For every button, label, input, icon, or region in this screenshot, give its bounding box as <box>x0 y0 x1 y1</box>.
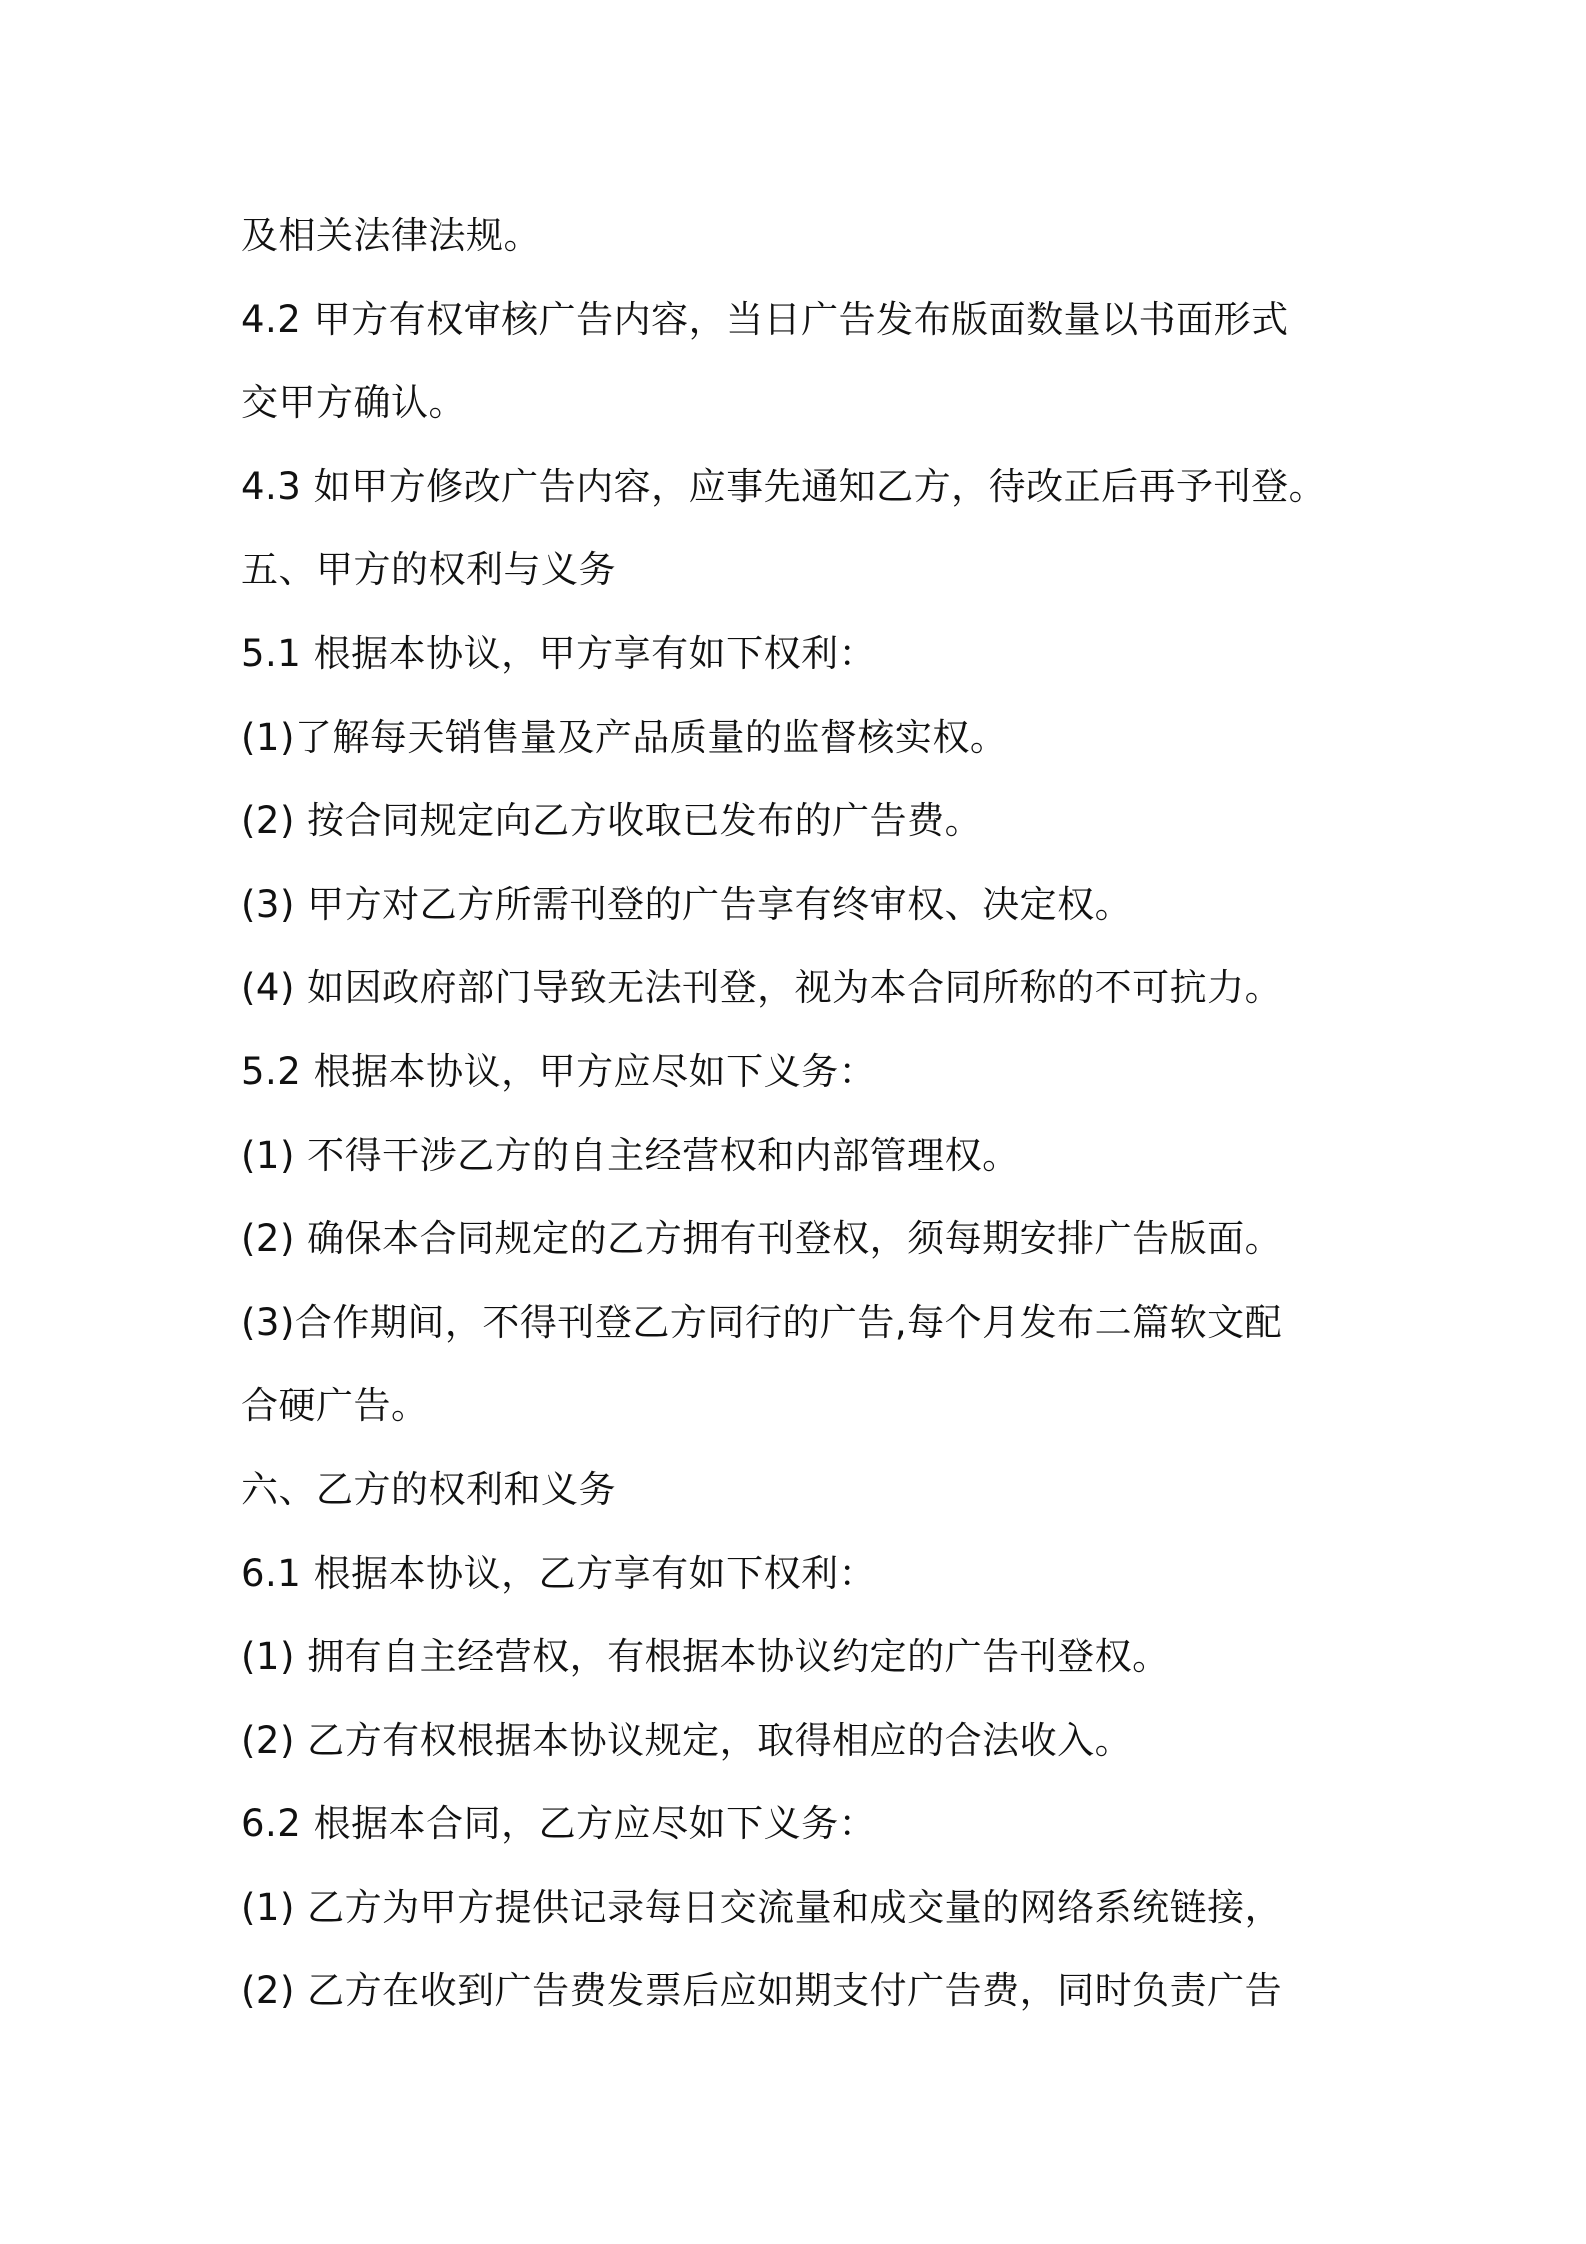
text-line: 5.2 根据本协议，甲方应尽如下义务： <box>241 1049 877 1093</box>
text-line: (2) 乙方在收到广告费发票后应如期支付广告费，同时负责广告 <box>241 1969 1283 2013</box>
section-heading: 六、乙方的权利和义务 <box>241 1467 616 1511</box>
text-line: 6.2 根据本合同，乙方应尽如下义务： <box>241 1802 877 1846</box>
text-line: (1) 乙方为甲方提供记录每日交流量和成交量的网络系统链接， <box>241 1885 1283 1929</box>
text-line: 交甲方确认。 <box>241 381 466 425</box>
text-line: 及相关法律法规。 <box>241 214 541 257</box>
text-line: (4) 如因政府部门导致无法刊登，视为本合同所称的不可抗力。 <box>241 966 1283 1010</box>
text-line: 4.2 甲方有权审核广告内容，当日广告发布版面数量以书面形式 <box>241 297 1289 341</box>
text-line: (2) 按合同规定向乙方收取已发布的广告费。 <box>241 799 983 843</box>
text-line: (1) 拥有自主经营权，有根据本协议约定的广告刊登权。 <box>241 1635 1170 1679</box>
text-line: (1)了解每天销售量及产品质量的监督核实权。 <box>241 715 1008 759</box>
text-line: (2) 确保本合同规定的乙方拥有刊登权，须每期安排广告版面。 <box>241 1217 1283 1261</box>
text-line: (3) 甲方对乙方所需刊登的广告享有终审权、决定权。 <box>241 882 1133 926</box>
text-line: 合硬广告。 <box>241 1384 429 1428</box>
document-body <box>241 194 1371 2033</box>
text-line: (3)合作期间，不得刊登乙方同行的广告,每个月发布二篇软文配 <box>241 1300 1283 1344</box>
text-line: 5.1 根据本协议，甲方享有如下权利： <box>241 631 877 675</box>
text-line: (1) 不得干涉乙方的自主经营权和内部管理权。 <box>241 1133 1020 1177</box>
section-heading: 五、甲方的权利与义务 <box>241 548 616 592</box>
text-line: 6.1 根据本协议，乙方享有如下权利： <box>241 1551 877 1595</box>
text-line: (2) 乙方有权根据本协议规定，取得相应的合法收入。 <box>241 1718 1133 1762</box>
text-line: 4.3 如甲方修改广告内容，应事先通知乙方，待改正后再予刊登。 <box>241 464 1327 508</box>
